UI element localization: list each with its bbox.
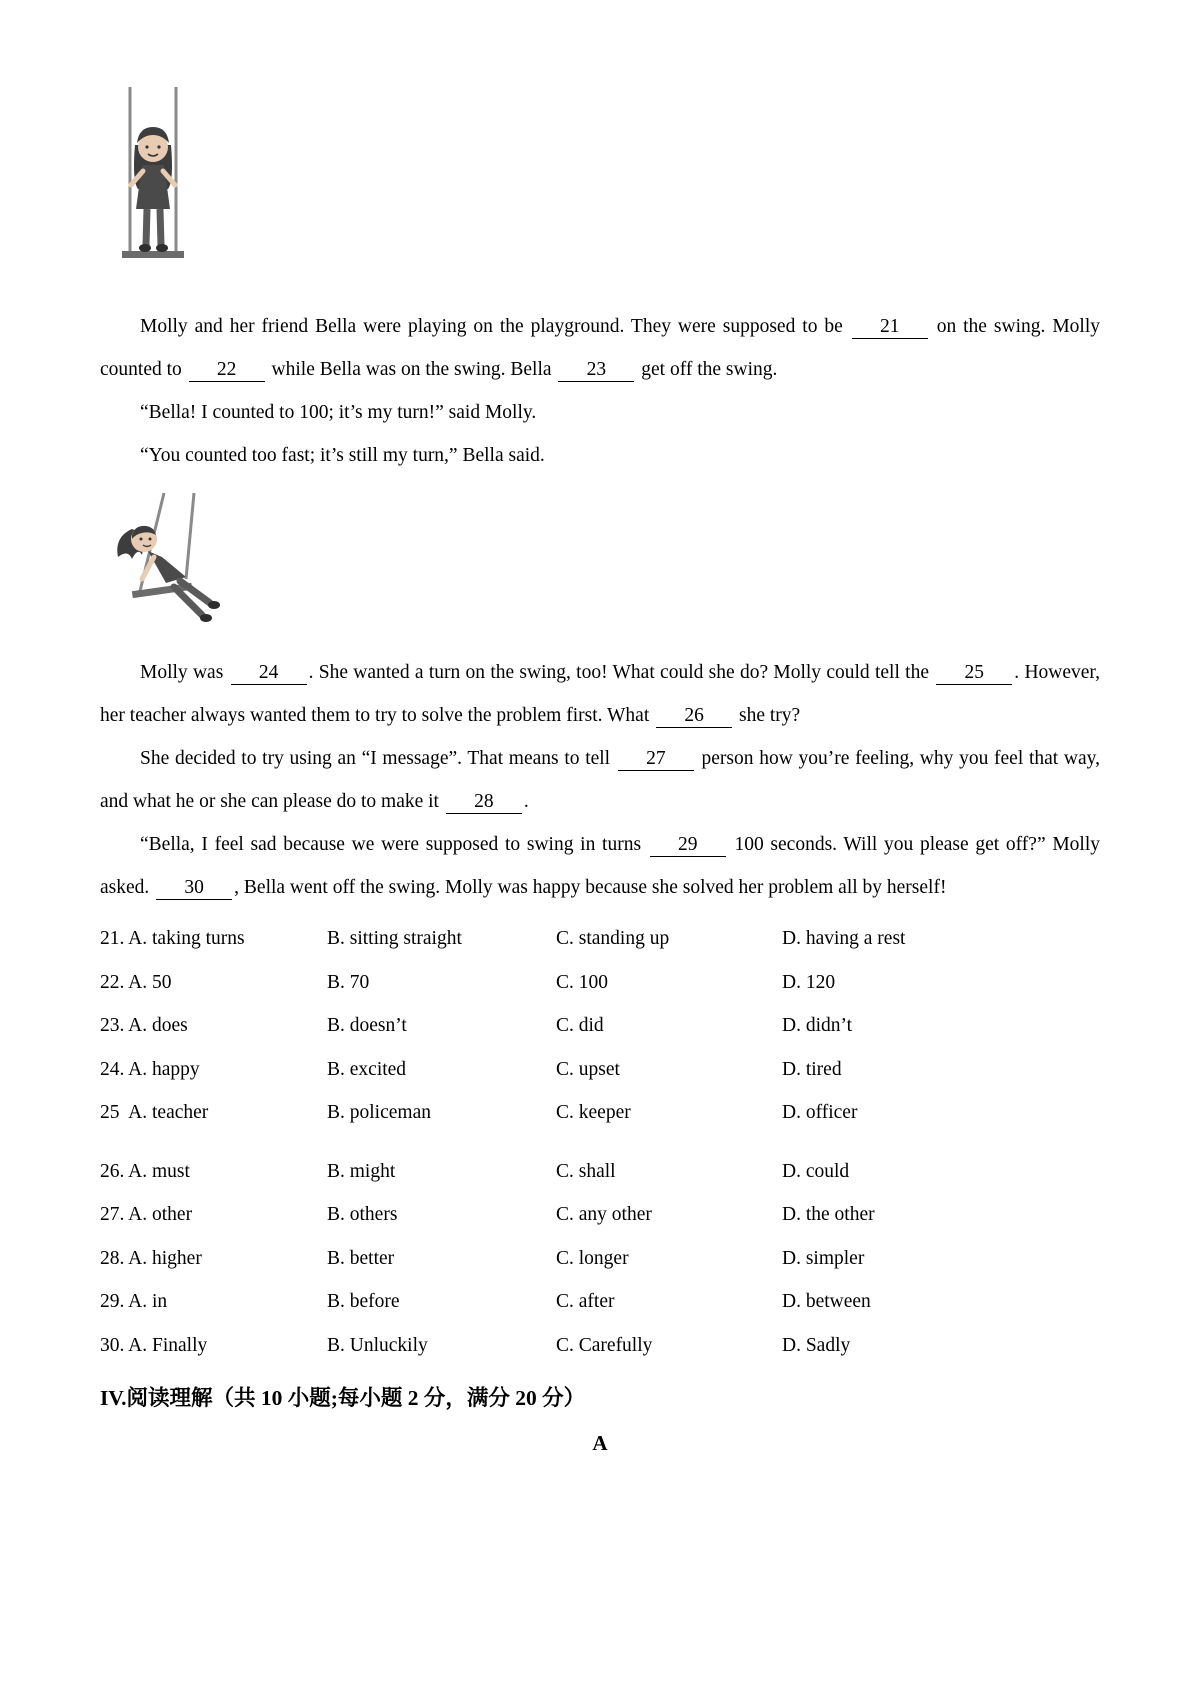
options-row: [100, 1004, 1100, 1048]
option-cell: 26. A. must: [100, 1160, 190, 1182]
text-run: Molly was: [140, 662, 229, 683]
text-run: “You counted too fast; it’s still my turn,” Bella said.: [140, 445, 545, 466]
option-cell: B. 70: [327, 971, 370, 993]
option-cell: B. sitting straight: [327, 928, 462, 949]
option-cell: C. did: [556, 1015, 604, 1036]
option-cell: C. Carefully: [556, 1334, 653, 1356]
option-cell: D. the other: [782, 1204, 875, 1225]
passage-label: A: [592, 1431, 608, 1455]
option-cell: C. upset: [556, 1058, 620, 1080]
cloze-blank-21: 21: [852, 316, 928, 339]
option-cell: D. between: [782, 1291, 871, 1312]
text-run: Molly and her friend Bella were playing on the playground. They were supposed to be: [140, 316, 850, 337]
cloze-paragraph-6: [100, 823, 1100, 909]
option-cell: B. policeman: [327, 1102, 431, 1123]
option-cell: 23. A. does: [100, 1015, 188, 1036]
options-row: [100, 1048, 1100, 1092]
cloze-paragraph-2: [100, 391, 1100, 434]
option-cell: C. longer: [556, 1247, 629, 1269]
option-cell: D. could: [782, 1160, 850, 1182]
cloze-blank-30: 30: [156, 877, 232, 900]
option-cell: C. shall: [556, 1160, 616, 1182]
text-run: .: [523, 791, 529, 812]
cloze-paragraph-3: [100, 434, 1100, 477]
girl-on-swing-front-icon: [102, 85, 202, 290]
options-row: [100, 1237, 1100, 1281]
cloze-blank-23: 23: [558, 359, 634, 382]
options-row: [100, 1280, 1100, 1324]
option-cell: D. didn’t: [782, 1015, 853, 1036]
option-cell: B. before: [327, 1291, 400, 1312]
option-cell: C. keeper: [556, 1102, 631, 1123]
text-run: . She wanted a turn on the swing, too! What could she do? Molly could tell the: [308, 662, 935, 683]
option-cell: C. after: [556, 1291, 615, 1312]
cloze-blank-22: 22: [189, 359, 265, 382]
option-cell: 22. A. 50: [100, 971, 172, 993]
options-row: [100, 1150, 1100, 1194]
text-run: “Bella! I counted to 100; it’s my turn!” said Molly.: [140, 402, 537, 423]
option-cell: B. doesn’t: [327, 1015, 407, 1036]
option-cell: C. standing up: [556, 928, 670, 949]
option-cell: C. any other: [556, 1204, 652, 1225]
cloze-blank-27: 27: [618, 748, 694, 771]
cloze-blank-25: 25: [936, 662, 1012, 685]
cloze-blank-28: 28: [446, 791, 522, 814]
text-run: she try?: [734, 705, 801, 726]
option-cell: 27. A. other: [100, 1204, 193, 1225]
cloze-blank-29: 29: [650, 834, 726, 857]
option-cell: D. simpler: [782, 1247, 865, 1269]
girl-on-swing-front-illustration: [102, 85, 1100, 295]
text-run: on the swing. Molly counted to: [100, 316, 1100, 380]
option-cell: 25 A. teacher: [100, 1102, 209, 1123]
girl-swinging-side-illustration: [102, 491, 1100, 641]
option-cell: D. officer: [782, 1102, 858, 1123]
options-row: [100, 917, 1100, 961]
section-heading: IV.阅读理解（共 10 小题;每小题 2 分，满分 20 分）: [100, 1386, 586, 1410]
text-run: 100 seconds. Will you please get off?” Molly asked.: [100, 834, 1100, 898]
option-cell: B. better: [327, 1247, 395, 1269]
option-cell: B. others: [327, 1204, 398, 1225]
text-run: She decided to try using an “I message”. That means to tell: [140, 748, 616, 769]
cloze-blank-24: 24: [231, 662, 307, 685]
text-run: person how you’re feeling, why you feel that way, and what he or she can please do to make it: [100, 748, 1100, 812]
options-row: [100, 961, 1100, 1005]
text-run: get off the swing.: [636, 359, 778, 380]
options-table: [100, 917, 1100, 1367]
option-cell: 30. A. Finally: [100, 1334, 208, 1356]
option-cell: B. Unluckily: [327, 1334, 428, 1356]
cloze-paragraph-4: [100, 651, 1100, 737]
text-run: “Bella, I feel sad because we were supposed to swing in turns: [140, 834, 648, 855]
option-cell: D. having a rest: [782, 928, 906, 949]
option-cell: B. excited: [327, 1058, 407, 1080]
option-cell: D. Sadly: [782, 1334, 851, 1356]
options-row: [100, 1324, 1100, 1368]
text-run: while Bella was on the swing. Bella: [266, 359, 557, 380]
options-row: [100, 1091, 1100, 1135]
option-cell: B. might: [327, 1160, 396, 1182]
option-cell: D. 120: [782, 971, 836, 993]
text-run: . However, her teacher always wanted them to try to solve the problem first. What: [100, 662, 1101, 726]
option-cell: 28. A. higher: [100, 1247, 202, 1269]
option-cell: C. 100: [556, 971, 609, 993]
option-cell: 24. A. happy: [100, 1058, 200, 1080]
option-cell: 21. A. taking turns: [100, 928, 245, 949]
options-row: [100, 1193, 1100, 1237]
text-run: , Bella went off the swing. Molly was happy because she solved her problem all by herself!: [234, 877, 947, 898]
cloze-paragraph-5: [100, 737, 1100, 823]
cloze-blank-26: 26: [656, 705, 732, 728]
cloze-paragraph-1: [100, 305, 1100, 391]
option-cell: D. tired: [782, 1058, 842, 1080]
option-cell: 29. A. in: [100, 1291, 168, 1312]
girl-swinging-side-icon: [102, 491, 237, 636]
